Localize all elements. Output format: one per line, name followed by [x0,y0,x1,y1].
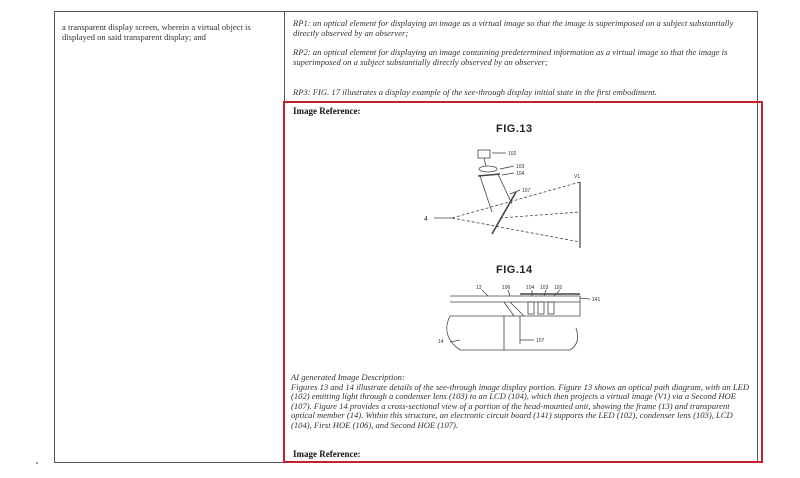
page-dot [36,462,38,464]
fig14-cross-section-diagram [430,280,620,360]
fig13-label-104: 104 [516,171,525,177]
fig14-label-13: 13 [476,285,482,291]
fig14-label-14: 14 [438,339,444,345]
fig13-label-102: 102 [508,151,517,157]
rp1-text: RP1: an optical element for displaying an image as a virtual image so that the image is superimposed on a subject substantially directly observed by an observer; [293,18,734,38]
transparent-optical-member [447,316,578,350]
fig13-title: FIG.13 [496,123,533,135]
fig13-label-4: 4 [424,216,428,223]
fig14-title: FIG.14 [496,264,533,276]
frame-shape [450,296,580,316]
claim-text: a transparent display screen, wherein a virtual object is displayed on said transparent display; and [62,22,251,42]
image-reference-label-2: Image Reference: [293,449,361,459]
fig14-label-102: 102 [554,285,563,291]
rp2-text: RP2: an optical element for displaying an image containing predetermined information as a virtual image so that the image is superimposed on a subject substantially directly observed by an observer; [293,47,728,67]
fig14-label-103: 103 [540,285,549,291]
ai-description-heading: AI generated Image Description: [291,372,405,382]
ai-description [291,373,753,431]
fig14-label-141: 141 [592,297,601,303]
lcd-shape [478,174,500,176]
fig13-label-107: 107 [522,188,531,194]
image-reference-label: Image Reference: [293,106,361,116]
fig13-label-103: 103 [516,164,525,170]
fig14-label-107: 107 [536,338,545,344]
fig13-optical-diagram [420,142,600,254]
ai-description-body: Figures 13 and 14 illustrate details of the see-through image display portion. Figure 13 shows an optical path diagram, with an LED (102) emitting light through a condenser lens (103) to an LCD (104), which then projects a virtual image (V1) via a Second HOE (107). Figure 14 provides a cross-sectional view of a portion of the head-mounted unit, showing the frame (13) and transparent optical member (14). Within this structure, an electronic circuit board (141) supports the LED (102), condenser lens (103), LCD (104), First HOE (106), and Second HOE (107). [291,381,750,430]
rp3-text: RP3: FIG. 17 illustrates a display example of the see-through display initial state in the first embodiment. [293,87,657,97]
fig14-label-104: 104 [526,285,535,291]
condenser-lens-shape [479,166,497,172]
fig14-label-106: 106 [502,285,511,291]
fig13-label-v1: V1 [574,174,581,180]
led-shape [478,150,490,158]
